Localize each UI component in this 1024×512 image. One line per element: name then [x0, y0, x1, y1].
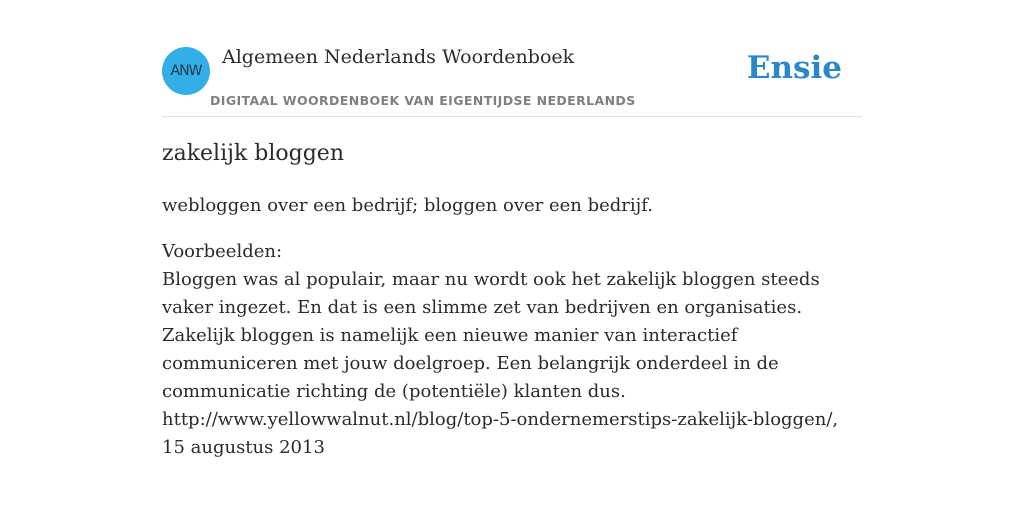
- logo-text: ANW: [170, 63, 202, 79]
- entry-title: zakelijk bloggen: [162, 141, 344, 166]
- site-title[interactable]: Algemeen Nederlands Woordenboek: [222, 46, 575, 68]
- header: [162, 0, 862, 117]
- site-subtitle: DIGITAAL WOORDENBOEK VAN EIGENTIJDSE NEDERLANDS: [210, 93, 636, 108]
- example-text: Bloggen was al populair, maar nu wordt ook het zakelijk bloggen steeds vaker ingezet. En dat is een slimme zet van bedrijven en organisaties. Zakelijk bloggen is namelijk een nieuwe manier van interactief communiceren met jouw doelgroep. Een belangrijk onderdeel in de communicatie richting de (potentiële) klanten dus.: [162, 269, 820, 402]
- anw-logo[interactable]: [162, 47, 210, 95]
- examples-block: [162, 238, 862, 462]
- examples-label: Voorbeelden:: [162, 241, 283, 262]
- entry-definition: webloggen over een bedrijf; bloggen over een bedrijf.: [162, 195, 653, 216]
- example-source: http://www.yellowwalnut.nl/blog/top-5-ondernemerstips-zakelijk-bloggen/, 15 augustus 2013: [162, 409, 839, 458]
- ensie-brand-logo[interactable]: Ensie: [746, 50, 842, 86]
- entry-content: [162, 136, 862, 462]
